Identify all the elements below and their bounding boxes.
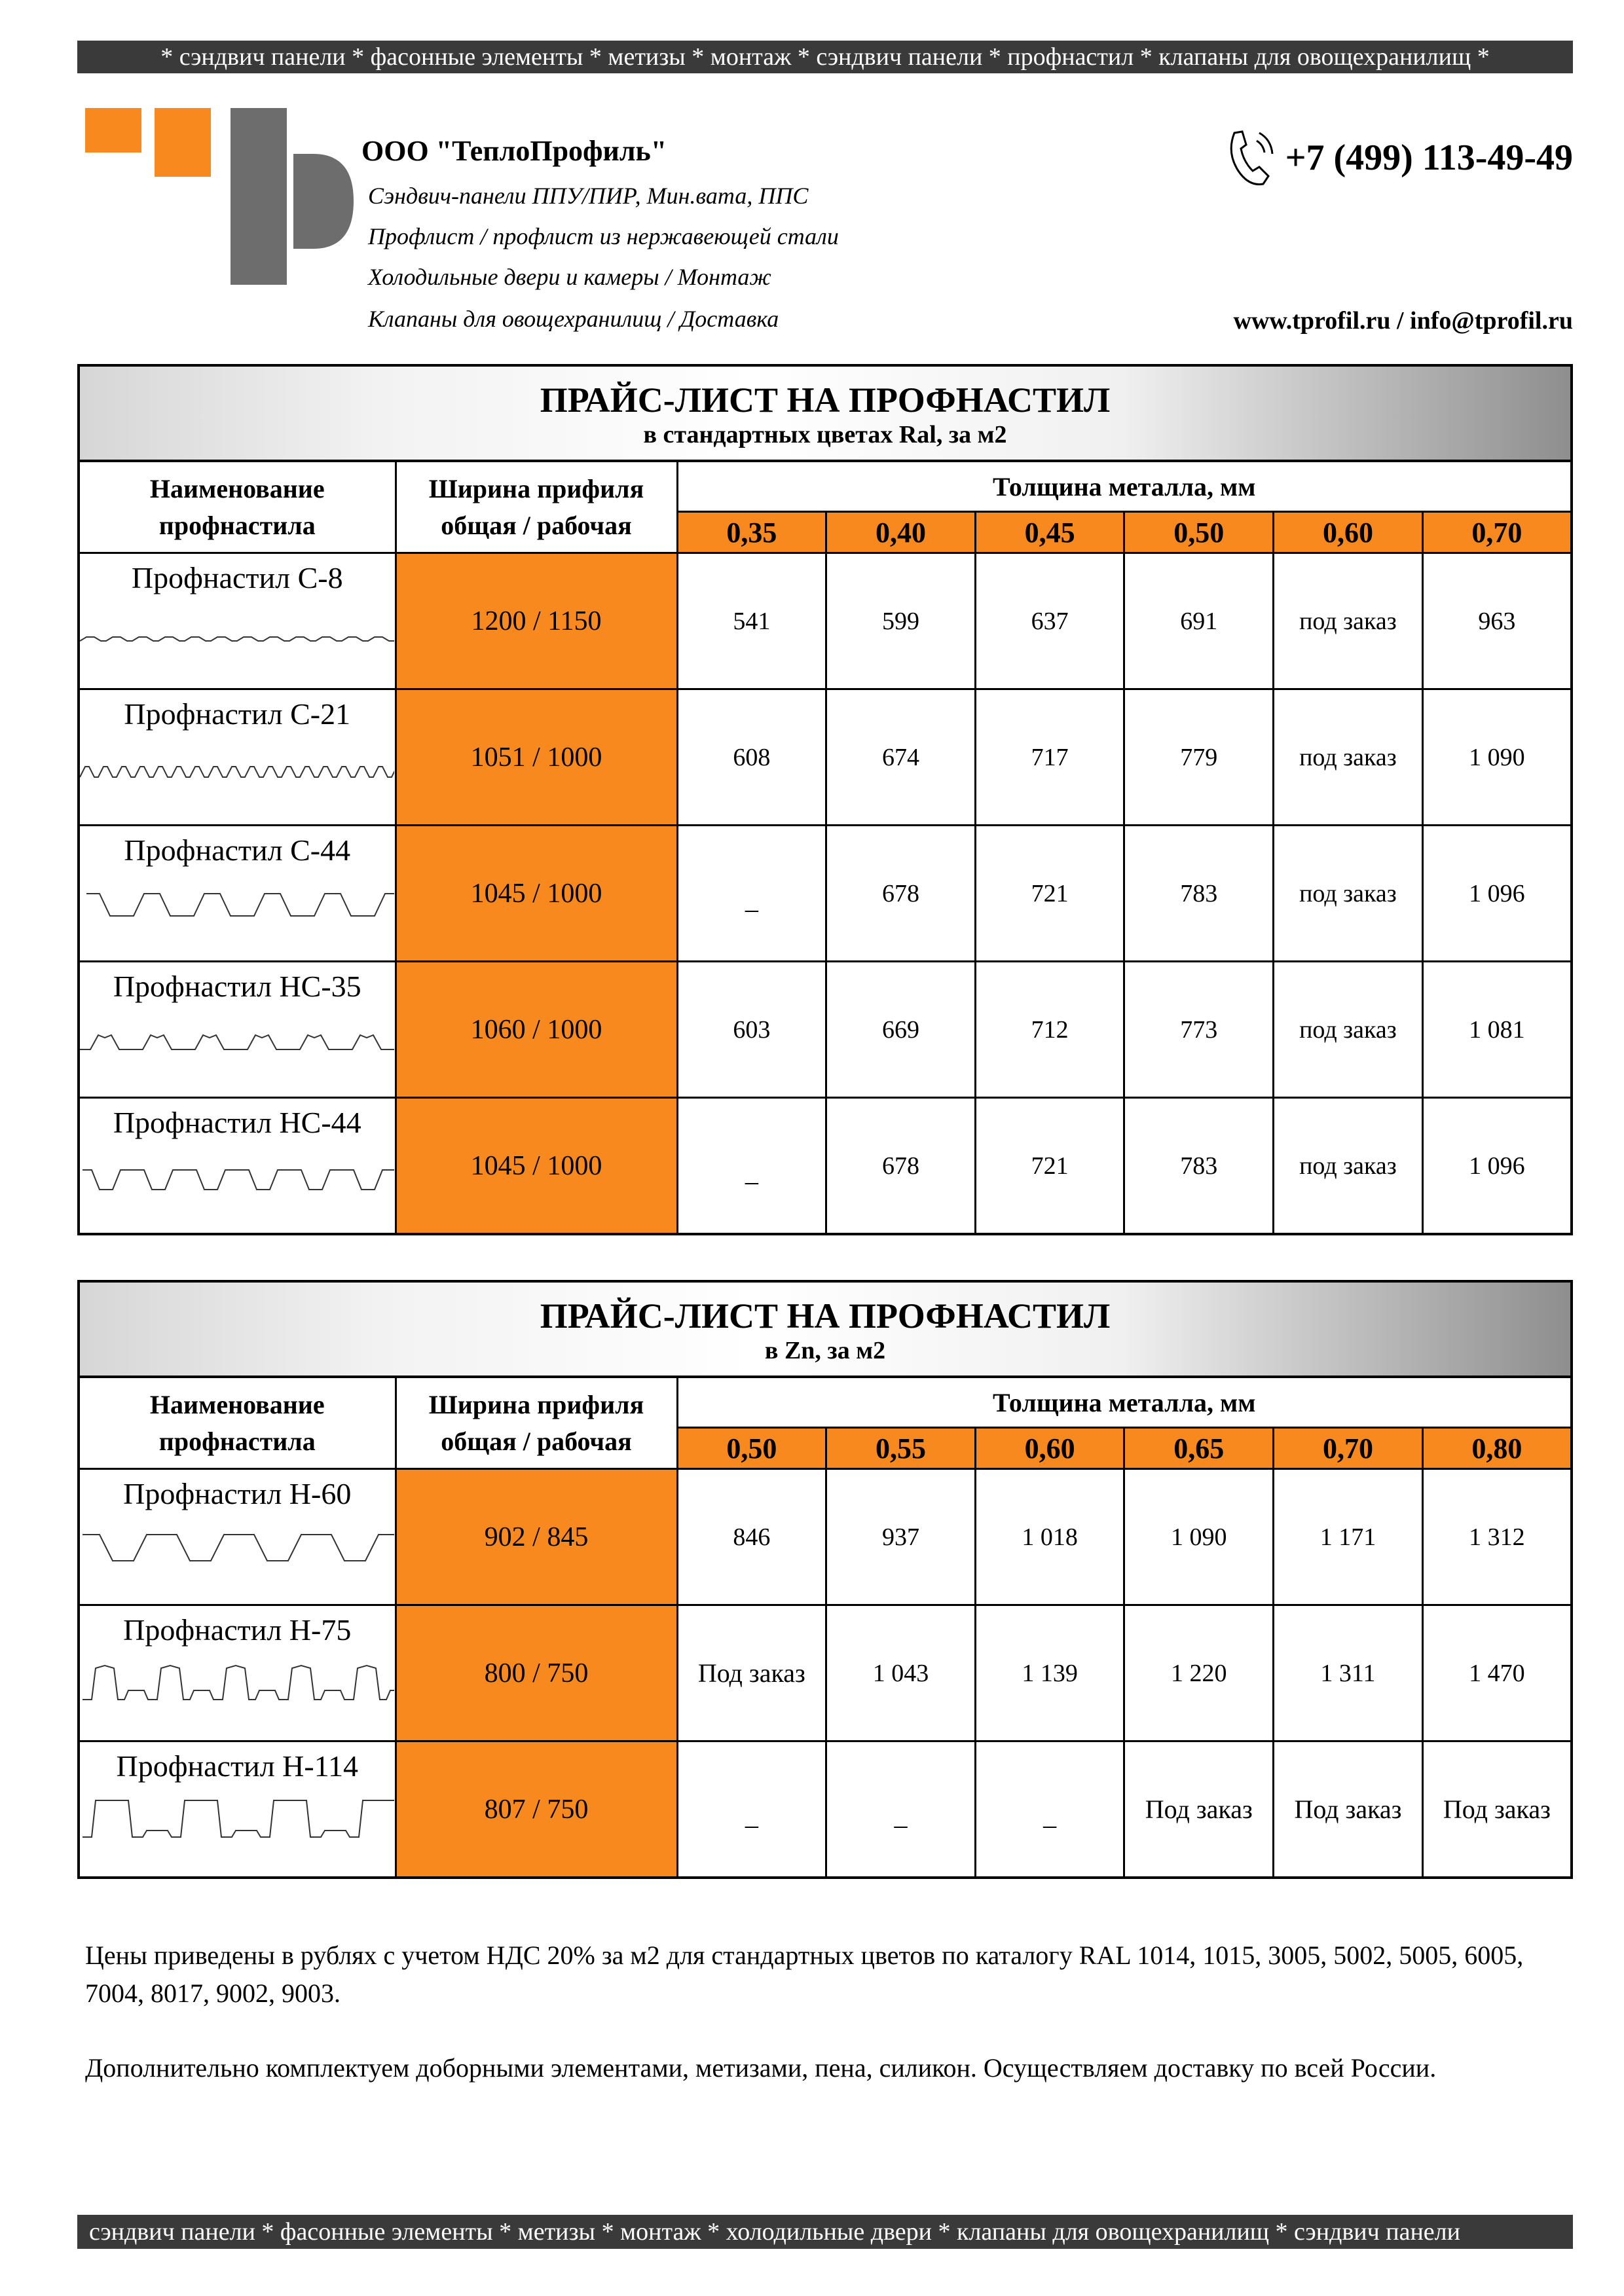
product-name: Профнастил НС-35 — [113, 970, 361, 1003]
price-cell: 937 — [826, 1469, 976, 1605]
price-cell: 1 220 — [1124, 1605, 1274, 1741]
width-cell: 807 / 750 — [396, 1741, 677, 1878]
thickness-header: 0,70 — [1422, 512, 1572, 553]
price-cell: Под заказ — [677, 1605, 826, 1741]
price-cell: под заказ — [1274, 689, 1423, 826]
price-cell: 1 081 — [1422, 962, 1572, 1098]
sheet-title: ПРАЙС-ЛИСТ НА ПРОФНАСТИЛ — [540, 1296, 1111, 1336]
phone-block[interactable] — [1223, 128, 1573, 188]
product-name: Профнастил Н-60 — [123, 1477, 352, 1510]
sheet-header — [77, 364, 1573, 460]
price-cell: 963 — [1422, 553, 1572, 689]
col-name-header: Наименование профнастила — [79, 461, 396, 553]
price-cell: 1 312 — [1422, 1469, 1572, 1605]
price-cell: Под заказ — [1124, 1741, 1274, 1878]
phone-number: +7 (499) 113-49-49 — [1285, 137, 1573, 178]
price-cell: 678 — [826, 1098, 976, 1235]
col-name-header: Наименование профнастила — [79, 1377, 396, 1469]
table-row — [79, 1469, 1572, 1605]
width-cell: 1051 / 1000 — [396, 689, 677, 826]
price-cell: _ — [826, 1741, 976, 1878]
tagline-3: Холодильные двери и камеры / Монтаж — [368, 264, 771, 290]
price-cell: 669 — [826, 962, 976, 1098]
price-cell: 603 — [677, 962, 826, 1098]
thickness-header: 0,55 — [826, 1428, 976, 1469]
tagline-2: Профлист / профлист из нержавеющей стали — [368, 223, 839, 249]
price-cell: 1 311 — [1274, 1605, 1423, 1741]
table-row — [79, 1741, 1572, 1878]
price-cell: 1 090 — [1422, 689, 1572, 826]
table-row — [79, 826, 1572, 962]
thickness-header: 0,50 — [1124, 512, 1274, 553]
price-cell: 721 — [975, 826, 1124, 962]
width-cell: 1045 / 1000 — [396, 1098, 677, 1235]
price-cell: Под заказ — [1274, 1741, 1423, 1878]
product-cell — [79, 1098, 396, 1235]
col-width-header: Ширина прифиля общая / рабочая — [396, 1377, 677, 1469]
width-cell: 1060 / 1000 — [396, 962, 677, 1098]
width-cell: 1045 / 1000 — [396, 826, 677, 962]
price-cell: 717 — [975, 689, 1124, 826]
table-row — [79, 553, 1572, 689]
price-cell: под заказ — [1274, 826, 1423, 962]
company-logo — [85, 108, 373, 291]
price-cell: 1 171 — [1274, 1469, 1423, 1605]
profile-shape-icon — [80, 882, 394, 922]
price-cell: 846 — [677, 1469, 826, 1605]
col-thickness-header: Толщина металла, мм — [677, 461, 1572, 512]
price-cell: 1 018 — [975, 1469, 1124, 1605]
profile-shape-icon — [80, 1662, 394, 1702]
price-cell: 1 096 — [1422, 1098, 1572, 1235]
price-cell: под заказ — [1274, 962, 1423, 1098]
sheet-title: ПРАЙС-ЛИСТ НА ПРОФНАСТИЛ — [540, 380, 1111, 420]
profile-shape-icon — [80, 1154, 394, 1195]
product-cell — [79, 1469, 396, 1605]
sheet-subtitle: в Zn, за м2 — [764, 1337, 886, 1364]
company-name: ООО "ТеплоПрофиль" — [361, 135, 667, 167]
thickness-header: 0,80 — [1422, 1428, 1572, 1469]
price-table-ral — [77, 460, 1573, 1235]
price-table-zn — [77, 1376, 1573, 1879]
price-cell: 599 — [826, 553, 976, 689]
thickness-header: 0,45 — [975, 512, 1124, 553]
price-cell: 691 — [1124, 553, 1274, 689]
price-sheet-ral — [77, 364, 1573, 1235]
col-thickness-header: Толщина металла, мм — [677, 1377, 1572, 1428]
price-cell: 1 470 — [1422, 1605, 1572, 1741]
price-cell: 678 — [826, 826, 976, 962]
price-cell: 608 — [677, 689, 826, 826]
product-cell — [79, 962, 396, 1098]
price-cell: 1 043 — [826, 1605, 976, 1741]
top-banner: * сэндвич панели * фасонные элементы * метизы * монтаж * сэндвич панели * профнастил * клапаны для овощехранилищ * — [77, 41, 1573, 73]
product-name: Профнастил С-44 — [124, 833, 351, 867]
price-cell: Под заказ — [1422, 1741, 1572, 1878]
tagline-4: Клапаны для овощехранилищ / Доставка — [368, 306, 779, 332]
col-width-header: Ширина прифиля общая / рабочая — [396, 461, 677, 553]
width-cell: 800 / 750 — [396, 1605, 677, 1741]
thickness-header: 0,60 — [975, 1428, 1124, 1469]
price-cell: _ — [677, 1741, 826, 1878]
thickness-header: 0,65 — [1124, 1428, 1274, 1469]
product-name: Профнастил Н-75 — [123, 1613, 352, 1647]
product-cell — [79, 826, 396, 962]
thickness-header: 0,50 — [677, 1428, 826, 1469]
price-sheet-zn — [77, 1280, 1573, 1879]
sheet-subtitle: в стандартных цветах Ral, за м2 — [643, 421, 1007, 448]
product-cell — [79, 1741, 396, 1878]
price-cell: 783 — [1124, 826, 1274, 962]
profile-shape-icon — [80, 1525, 394, 1566]
profile-shape-icon — [80, 1018, 394, 1059]
price-cell: 674 — [826, 689, 976, 826]
price-cell: 541 — [677, 553, 826, 689]
price-cell: 783 — [1124, 1098, 1274, 1235]
phone-icon — [1223, 128, 1275, 188]
price-cell: 637 — [975, 553, 1124, 689]
note-prices: Цены приведены в рублях с учетом НДС 20% за м2 для стандартных цветов по каталогу RAL 1014, 1015, 3005, 5002, 5005, 6005, 7004, 8017, 9002, 9003. — [85, 1941, 1524, 2008]
price-cell: 712 — [975, 962, 1124, 1098]
profile-shape-icon — [80, 746, 394, 786]
contact-links[interactable]: www.tprofil.ru / info@tprofil.ru — [1233, 307, 1573, 335]
tagline-1: Сэндвич-панели ППУ/ПИР, Мин.вата, ППС — [368, 183, 809, 209]
width-cell: 1200 / 1150 — [396, 553, 677, 689]
product-name: Профнастил Н-114 — [116, 1749, 358, 1783]
product-name: Профнастил С-8 — [131, 561, 343, 594]
bottom-banner: сэндвич панели * фасонные элементы * метизы * монтаж * холодильные двери * клапаны для овощехранилищ * сэндвич панели — [77, 2215, 1573, 2249]
price-cell: 1 090 — [1124, 1469, 1274, 1605]
price-cell: 1 096 — [1422, 826, 1572, 962]
price-cell: _ — [677, 826, 826, 962]
product-name: Профнастил НС-44 — [113, 1106, 361, 1139]
thickness-header: 0,60 — [1274, 512, 1423, 553]
table-row — [79, 689, 1572, 826]
profile-shape-icon — [80, 1798, 394, 1838]
price-cell: _ — [975, 1741, 1124, 1878]
thickness-header: 0,70 — [1274, 1428, 1423, 1469]
product-cell — [79, 1605, 396, 1741]
table-row — [79, 962, 1572, 1098]
profile-shape-icon — [80, 610, 394, 650]
price-cell: под заказ — [1274, 553, 1423, 689]
thickness-header: 0,35 — [677, 512, 826, 553]
price-cell: 721 — [975, 1098, 1124, 1235]
price-cell: под заказ — [1274, 1098, 1423, 1235]
price-cell: 779 — [1124, 689, 1274, 826]
table-row — [79, 1098, 1572, 1235]
product-name: Профнастил С-21 — [124, 697, 351, 731]
product-cell — [79, 553, 396, 689]
note-delivery: Дополнительно комплектуем доборными элементами, метизами, пена, силикон. Осуществляем доставку по всей России. — [85, 2053, 1437, 2083]
table-row — [79, 1605, 1572, 1741]
price-cell: _ — [677, 1098, 826, 1235]
thickness-header: 0,40 — [826, 512, 976, 553]
sheet-header — [77, 1280, 1573, 1376]
price-cell: 1 139 — [975, 1605, 1124, 1741]
width-cell: 902 / 845 — [396, 1469, 677, 1605]
product-cell — [79, 689, 396, 826]
price-cell: 773 — [1124, 962, 1274, 1098]
